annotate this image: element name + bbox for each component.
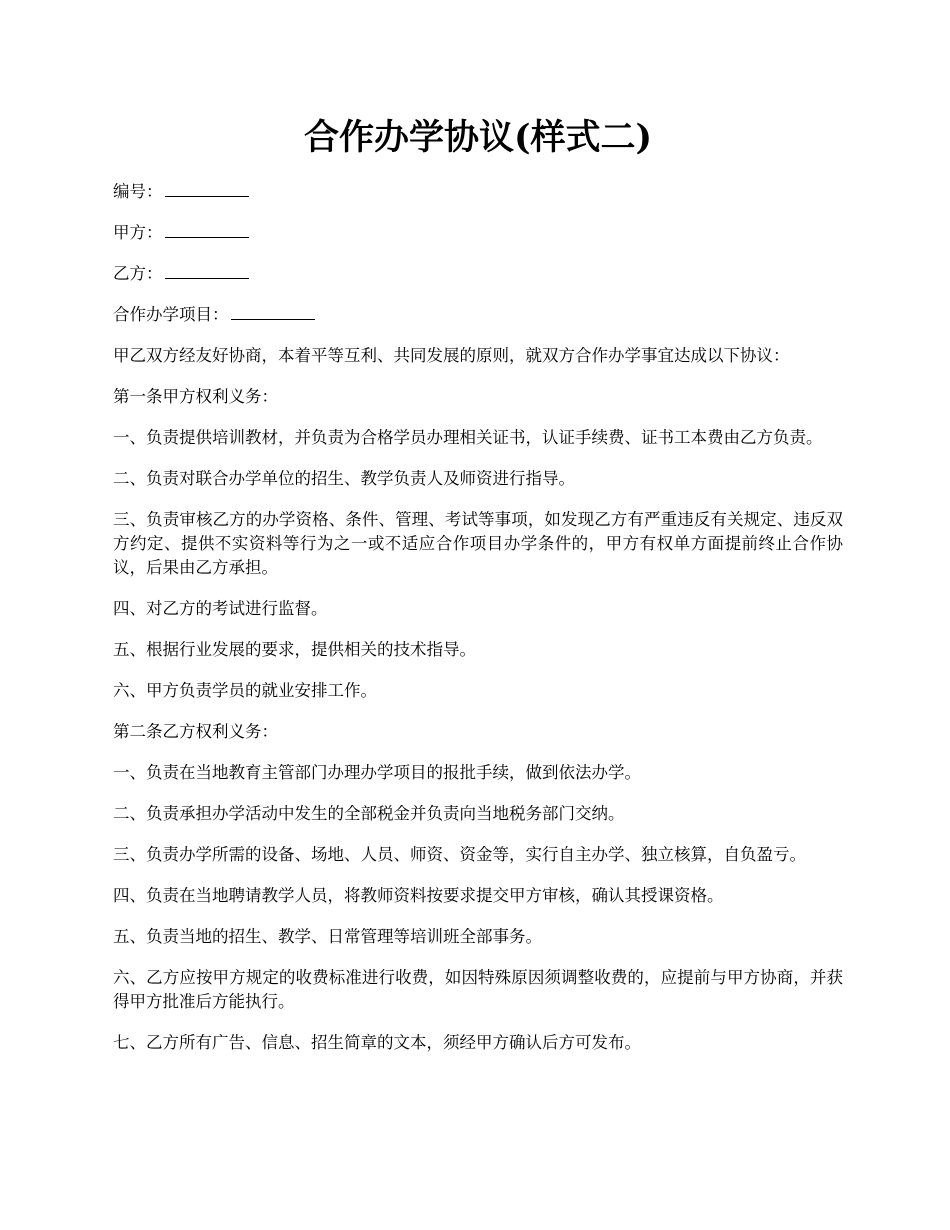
- field-party-a: [113, 221, 843, 245]
- field-project: [113, 303, 843, 327]
- field-party-b-label: 乙方：: [113, 264, 163, 283]
- field-number-blank: [165, 180, 249, 197]
- article-1-item: 二、负责对联合办学单位的招生、教学负责人及师资进行指导。: [113, 469, 575, 488]
- intro-paragraph: 甲乙双方经友好协商，本着平等互利、共同发展的原则，就双方合作办学事宜达成以下协议：: [113, 346, 790, 365]
- article-1-item: 五、根据行业发展的要求，提供相关的技术指导。: [113, 640, 476, 659]
- field-party-a-blank: [165, 221, 249, 238]
- field-number: [113, 180, 843, 204]
- article-2-heading: 第二条乙方权利义务：: [113, 722, 278, 741]
- field-party-a-label: 甲方：: [113, 223, 163, 242]
- article-1-item: 六、甲方负责学员的就业安排工作。: [113, 681, 377, 700]
- article-1-item: 三、负责审核乙方的办学资格、条件、管理、考试等事项，如发现乙方有严重违反有关规定、违反双方约定、提供不实资料等行为之一或不适应合作项目办学条件的，甲方有权单方面提前终止合作协议，后果由乙方承担。: [113, 510, 843, 577]
- article-2-item: 四、负责在当地聘请教学人员，将教师资料按要求提交甲方审核，确认其授课资格。: [113, 886, 724, 905]
- article-2-item: 一、负责在当地教育主管部门办理办学项目的报批手续，做到依法办学。: [113, 763, 641, 782]
- article-2-item: 二、负责承担办学活动中发生的全部税金并负责向当地税务部门交纳。: [113, 804, 625, 823]
- field-party-b-blank: [165, 262, 249, 279]
- article-1-heading: 第一条甲方权利义务：: [113, 387, 278, 406]
- field-party-b: [113, 262, 843, 286]
- document-title: 合作办学协议(样式二): [303, 117, 653, 158]
- article-2-item: 三、负责办学所需的设备、场地、人员、师资、资金等，实行自主办学、独立核算，自负盈亏。: [113, 845, 806, 864]
- field-project-blank: [231, 303, 315, 320]
- article-2-item: 六、乙方应按甲方规定的收费标准进行收费，如因特殊原因须调整收费的，应提前与甲方协商，并获得甲方批准后方能执行。: [113, 968, 843, 1011]
- article-1-item: 四、对乙方的考试进行监督。: [113, 599, 328, 618]
- field-project-label: 合作办学项目：: [113, 305, 229, 324]
- article-1-item: 一、负责提供培训教材，并负责为合格学员办理相关证书，认证手续费、证书工本费由乙方负责。: [113, 428, 823, 447]
- document-body: [113, 180, 843, 1072]
- article-2-item: 七、乙方所有广告、信息、招生简章的文本，须经甲方确认后方可发布。: [113, 1033, 641, 1052]
- field-number-label: 编号：: [113, 182, 163, 201]
- article-2-item: 五、负责当地的招生、教学、日常管理等培训班全部事务。: [113, 927, 542, 946]
